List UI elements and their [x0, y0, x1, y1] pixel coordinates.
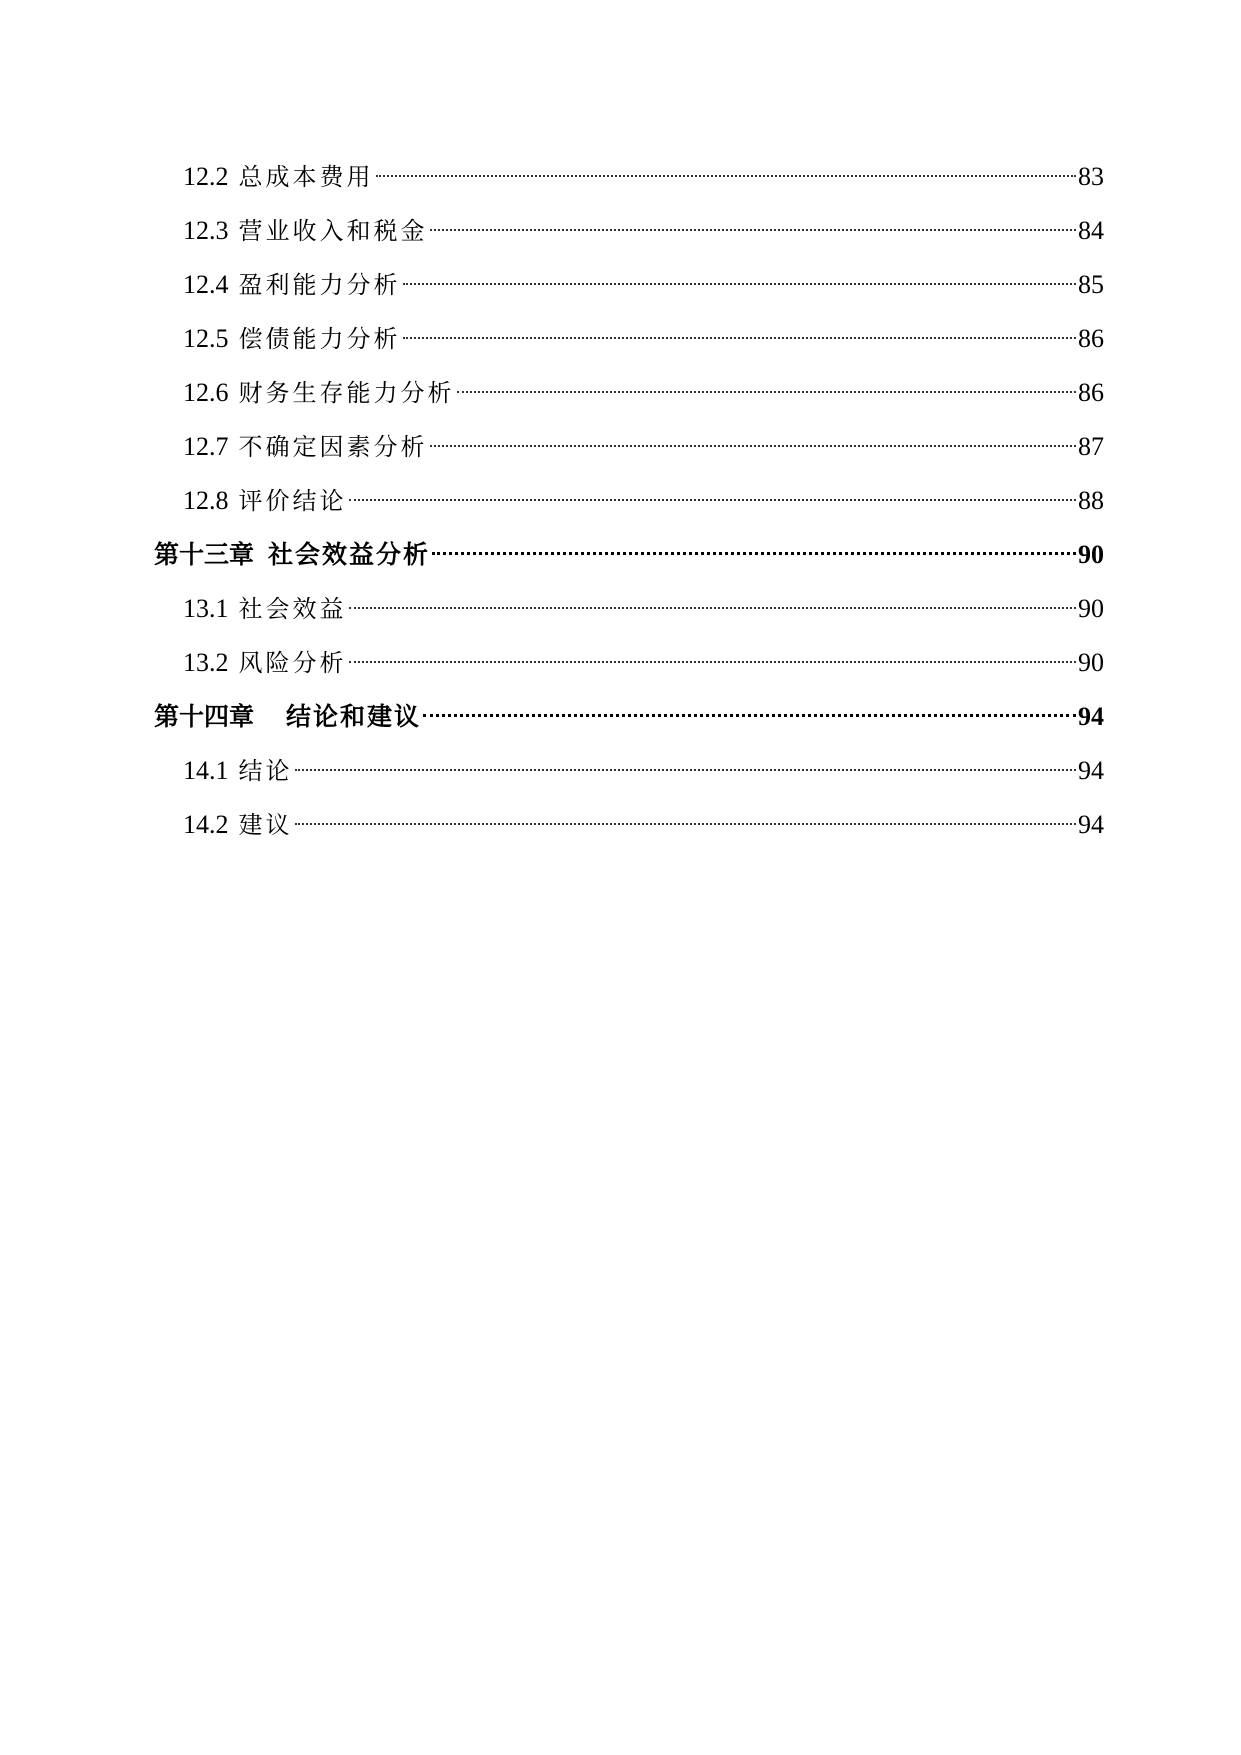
toc-dot-leader — [430, 229, 1077, 231]
toc-entry-title: 不确定因素分析 — [238, 433, 428, 461]
toc-dot-leader — [432, 552, 1076, 555]
toc-chapter-13[interactable] — [0, 528, 1241, 582]
toc-entry-page: 90 — [1078, 648, 1104, 677]
toc-entry-page: 94 — [1078, 810, 1104, 839]
toc-entry-number: 12.2 — [183, 162, 229, 191]
toc-entry-title: 财务生存能力分析 — [238, 379, 455, 407]
toc-entry-page: 84 — [1078, 216, 1104, 245]
toc-entry-number: 13.1 — [183, 594, 229, 623]
toc-entry-title: 风险分析 — [238, 649, 347, 677]
toc-dot-leader — [430, 445, 1077, 447]
toc-entry-title: 盈利能力分析 — [238, 271, 401, 299]
toc-entry-title: 总成本费用 — [238, 163, 374, 191]
toc-entry-12-4[interactable] — [0, 258, 1241, 312]
toc-entry-number: 14.1 — [183, 756, 229, 785]
toc-entry-page: 86 — [1078, 378, 1104, 407]
toc-entry-page: 88 — [1078, 486, 1104, 515]
toc-dot-leader — [403, 283, 1077, 285]
toc-entry-page: 94 — [1078, 756, 1104, 785]
toc-entry-page: 86 — [1078, 324, 1104, 353]
toc-entry-number: 12.3 — [183, 216, 229, 245]
toc-dot-leader — [423, 714, 1076, 717]
toc-entry-14-1[interactable] — [0, 744, 1241, 798]
toc-entry-14-2[interactable] — [0, 798, 1241, 852]
toc-chapter-number: 第十三章 — [154, 540, 255, 569]
toc-entry-13-2[interactable] — [0, 636, 1241, 690]
toc-entry-12-8[interactable] — [0, 474, 1241, 528]
toc-entry-number: 12.6 — [183, 378, 229, 407]
toc-entry-number: 12.5 — [183, 324, 229, 353]
toc-dot-leader — [295, 769, 1077, 771]
toc-entry-title: 营业收入和税金 — [238, 217, 428, 245]
toc-entry-number: 13.2 — [183, 648, 229, 677]
toc-entry-number: 12.7 — [183, 432, 229, 461]
toc-entry-title: 结论 — [238, 757, 293, 785]
toc-entry-title: 社会效益 — [238, 595, 347, 623]
toc-entry-page: 85 — [1078, 270, 1104, 299]
toc-dot-leader — [403, 337, 1077, 339]
toc-entry-title: 偿债能力分析 — [238, 325, 401, 353]
toc-entry-title: 建议 — [238, 811, 293, 839]
toc-entry-page: 87 — [1078, 432, 1104, 461]
toc-dot-leader — [349, 499, 1077, 501]
toc-dot-leader — [295, 823, 1077, 825]
toc-chapter-title: 结论和建议 — [286, 702, 422, 731]
toc-entry-page: 90 — [1078, 594, 1104, 623]
toc-entry-page: 83 — [1078, 162, 1104, 191]
toc-dot-leader — [349, 607, 1077, 609]
toc-entry-number: 14.2 — [183, 810, 229, 839]
toc-chapter-14[interactable] — [0, 690, 1241, 744]
toc-entry-12-2[interactable] — [0, 150, 1241, 204]
toc-entry-12-7[interactable] — [0, 420, 1241, 474]
table-of-contents — [0, 150, 1241, 852]
toc-entry-12-6[interactable] — [0, 366, 1241, 420]
toc-entry-12-5[interactable] — [0, 312, 1241, 366]
toc-dot-leader — [349, 661, 1077, 663]
toc-chapter-page: 90 — [1078, 540, 1104, 569]
toc-entry-13-1[interactable] — [0, 582, 1241, 636]
toc-entry-title: 评价结论 — [238, 487, 347, 515]
toc-entry-number: 12.4 — [183, 270, 229, 299]
toc-entry-12-3[interactable] — [0, 204, 1241, 258]
toc-chapter-number: 第十四章 — [154, 702, 255, 731]
toc-chapter-page: 94 — [1078, 702, 1104, 731]
toc-entry-number: 12.8 — [183, 486, 229, 515]
toc-dot-leader — [457, 391, 1077, 393]
toc-chapter-title: 社会效益分析 — [268, 540, 431, 569]
toc-dot-leader — [376, 175, 1077, 177]
